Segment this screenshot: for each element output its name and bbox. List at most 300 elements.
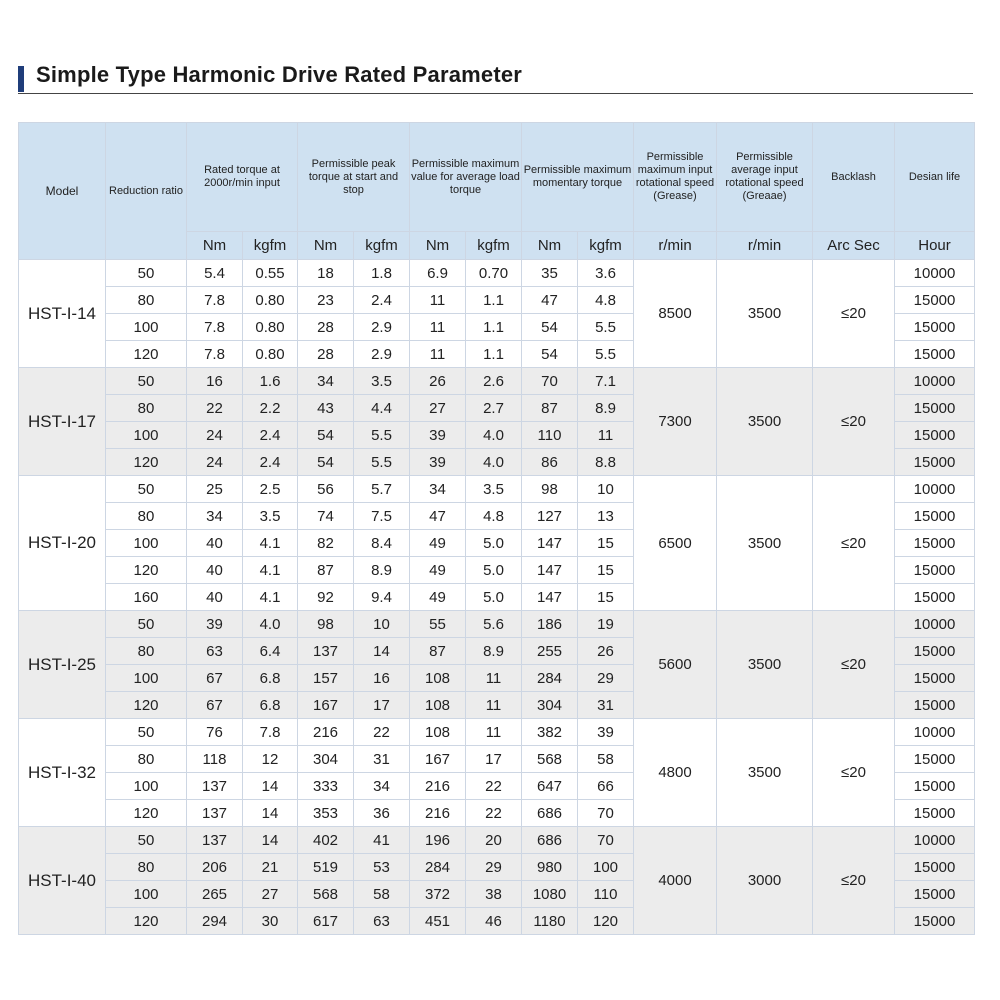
peak-torque-nm-cell: 216 [298,719,354,746]
avg-load-kgfm-cell: 4.0 [466,449,522,476]
peak-torque-kgfm-cell: 36 [354,800,410,827]
peak-torque-kgfm-cell: 17 [354,692,410,719]
momentary-nm-cell: 186 [522,611,578,638]
momentary-kgfm-cell: 29 [578,665,634,692]
model-cell: HST-I-20 [19,476,106,611]
design-life-cell: 10000 [895,476,975,503]
momentary-kgfm-cell: 70 [578,800,634,827]
peak-torque-kgfm-cell: 2.4 [354,287,410,314]
rated-torque-kgfm-cell: 14 [243,800,298,827]
unit-kgfm: kgfm [354,232,410,260]
peak-torque-kgfm-cell: 1.8 [354,260,410,287]
momentary-kgfm-cell: 26 [578,638,634,665]
rated-torque-kgfm-cell: 3.5 [243,503,298,530]
header-max-input-speed: Permissible maximum input rotational speed (Grease) [634,123,717,232]
header-average-input-speed: Permissible average input rotational speed (Greaae) [717,123,813,232]
avg-load-kgfm-cell: 1.1 [466,287,522,314]
rated-torque-kgfm-cell: 7.8 [243,719,298,746]
momentary-nm-cell: 86 [522,449,578,476]
design-life-cell: 15000 [895,665,975,692]
momentary-nm-cell: 87 [522,395,578,422]
header-design-life: Desian life [895,123,975,232]
peak-torque-nm-cell: 82 [298,530,354,557]
design-life-cell: 15000 [895,503,975,530]
momentary-kgfm-cell: 8.8 [578,449,634,476]
rated-torque-nm-cell: 22 [187,395,243,422]
model-cell: HST-I-14 [19,260,106,368]
unit-nm: Nm [522,232,578,260]
avg-load-kgfm-cell: 2.7 [466,395,522,422]
momentary-nm-cell: 110 [522,422,578,449]
avg-load-nm-cell: 26 [410,368,466,395]
avg-load-kgfm-cell: 0.70 [466,260,522,287]
avg-load-nm-cell: 167 [410,746,466,773]
rated-torque-nm-cell: 265 [187,881,243,908]
momentary-kgfm-cell: 15 [578,584,634,611]
momentary-nm-cell: 35 [522,260,578,287]
design-life-cell: 15000 [895,314,975,341]
unit-nm: Nm [298,232,354,260]
header-backlash: Backlash [813,123,895,232]
unit-r-per-min: r/min [717,232,813,260]
table-body [19,260,975,935]
backlash-cell: ≤20 [813,368,895,476]
design-life-cell: 15000 [895,584,975,611]
rated-torque-nm-cell: 5.4 [187,260,243,287]
avg-speed-cell: 3500 [717,719,813,827]
reduction-ratio-cell: 80 [106,503,187,530]
unit-nm: Nm [187,232,243,260]
rated-torque-nm-cell: 76 [187,719,243,746]
momentary-kgfm-cell: 39 [578,719,634,746]
title-accent-bar [18,66,24,92]
title-section [18,62,973,94]
backlash-cell: ≤20 [813,611,895,719]
momentary-kgfm-cell: 7.1 [578,368,634,395]
rated-torque-nm-cell: 34 [187,503,243,530]
rated-torque-kgfm-cell: 12 [243,746,298,773]
avg-load-kgfm-cell: 11 [466,665,522,692]
peak-torque-kgfm-cell: 5.5 [354,449,410,476]
peak-torque-nm-cell: 56 [298,476,354,503]
peak-torque-nm-cell: 92 [298,584,354,611]
peak-torque-kgfm-cell: 53 [354,854,410,881]
momentary-nm-cell: 147 [522,557,578,584]
reduction-ratio-cell: 50 [106,719,187,746]
avg-load-kgfm-cell: 1.1 [466,314,522,341]
avg-load-nm-cell: 49 [410,557,466,584]
peak-torque-kgfm-cell: 41 [354,827,410,854]
rated-torque-kgfm-cell: 0.55 [243,260,298,287]
rated-torque-nm-cell: 118 [187,746,243,773]
header-rated-torque: Rated torque at 2000r/min input [187,123,298,232]
peak-torque-kgfm-cell: 9.4 [354,584,410,611]
momentary-nm-cell: 54 [522,341,578,368]
rated-torque-kgfm-cell: 2.4 [243,422,298,449]
rated-torque-nm-cell: 67 [187,692,243,719]
max-speed-cell: 8500 [634,260,717,368]
momentary-kgfm-cell: 19 [578,611,634,638]
rated-torque-nm-cell: 137 [187,827,243,854]
peak-torque-nm-cell: 28 [298,314,354,341]
rated-torque-nm-cell: 7.8 [187,341,243,368]
avg-load-nm-cell: 49 [410,584,466,611]
design-life-cell: 15000 [895,800,975,827]
reduction-ratio-cell: 80 [106,395,187,422]
momentary-kgfm-cell: 8.9 [578,395,634,422]
momentary-kgfm-cell: 110 [578,881,634,908]
peak-torque-kgfm-cell: 2.9 [354,341,410,368]
header-reduction-ratio: Reduction ratio [106,123,187,260]
table-row [19,476,975,503]
rated-torque-nm-cell: 294 [187,908,243,935]
avg-load-kgfm-cell: 8.9 [466,638,522,665]
design-life-cell: 15000 [895,881,975,908]
header-model: Model [19,123,106,260]
reduction-ratio-cell: 120 [106,908,187,935]
peak-torque-nm-cell: 519 [298,854,354,881]
title-divider [18,93,973,94]
peak-torque-nm-cell: 617 [298,908,354,935]
rated-torque-kgfm-cell: 27 [243,881,298,908]
momentary-nm-cell: 382 [522,719,578,746]
avg-speed-cell: 3500 [717,611,813,719]
avg-speed-cell: 3500 [717,476,813,611]
unit-hour: Hour [895,232,975,260]
avg-speed-cell: 3500 [717,368,813,476]
design-life-cell: 15000 [895,638,975,665]
avg-load-nm-cell: 284 [410,854,466,881]
avg-load-nm-cell: 216 [410,800,466,827]
momentary-kgfm-cell: 13 [578,503,634,530]
peak-torque-nm-cell: 353 [298,800,354,827]
design-life-cell: 15000 [895,422,975,449]
peak-torque-kgfm-cell: 5.7 [354,476,410,503]
reduction-ratio-cell: 120 [106,449,187,476]
momentary-nm-cell: 255 [522,638,578,665]
rated-torque-kgfm-cell: 0.80 [243,341,298,368]
avg-load-nm-cell: 47 [410,503,466,530]
momentary-kgfm-cell: 15 [578,530,634,557]
avg-load-nm-cell: 55 [410,611,466,638]
max-speed-cell: 4000 [634,827,717,935]
header-row [19,123,975,232]
reduction-ratio-cell: 50 [106,260,187,287]
rated-torque-kgfm-cell: 2.4 [243,449,298,476]
model-cell: HST-I-17 [19,368,106,476]
rated-torque-kgfm-cell: 2.5 [243,476,298,503]
momentary-nm-cell: 304 [522,692,578,719]
rated-torque-nm-cell: 40 [187,557,243,584]
unit-r-per-min: r/min [634,232,717,260]
peak-torque-nm-cell: 74 [298,503,354,530]
rated-torque-nm-cell: 137 [187,773,243,800]
avg-load-nm-cell: 11 [410,314,466,341]
peak-torque-kgfm-cell: 16 [354,665,410,692]
avg-load-kgfm-cell: 38 [466,881,522,908]
momentary-kgfm-cell: 10 [578,476,634,503]
reduction-ratio-cell: 100 [106,530,187,557]
peak-torque-kgfm-cell: 10 [354,611,410,638]
design-life-cell: 15000 [895,557,975,584]
peak-torque-kgfm-cell: 5.5 [354,422,410,449]
design-life-cell: 15000 [895,773,975,800]
momentary-nm-cell: 1180 [522,908,578,935]
backlash-cell: ≤20 [813,260,895,368]
avg-load-kgfm-cell: 11 [466,719,522,746]
reduction-ratio-cell: 100 [106,422,187,449]
peak-torque-kgfm-cell: 63 [354,908,410,935]
reduction-ratio-cell: 50 [106,827,187,854]
avg-load-nm-cell: 11 [410,287,466,314]
rated-torque-nm-cell: 63 [187,638,243,665]
momentary-kgfm-cell: 120 [578,908,634,935]
rated-torque-kgfm-cell: 14 [243,773,298,800]
avg-load-kgfm-cell: 17 [466,746,522,773]
peak-torque-kgfm-cell: 22 [354,719,410,746]
unit-nm: Nm [410,232,466,260]
momentary-nm-cell: 647 [522,773,578,800]
peak-torque-kgfm-cell: 2.9 [354,314,410,341]
design-life-cell: 15000 [895,287,975,314]
peak-torque-nm-cell: 54 [298,449,354,476]
unit-kgfm: kgfm [466,232,522,260]
reduction-ratio-cell: 50 [106,611,187,638]
avg-speed-cell: 3000 [717,827,813,935]
peak-torque-nm-cell: 54 [298,422,354,449]
reduction-ratio-cell: 160 [106,584,187,611]
rated-torque-nm-cell: 24 [187,422,243,449]
momentary-nm-cell: 1080 [522,881,578,908]
reduction-ratio-cell: 100 [106,314,187,341]
momentary-nm-cell: 686 [522,800,578,827]
avg-load-nm-cell: 11 [410,341,466,368]
peak-torque-nm-cell: 28 [298,341,354,368]
peak-torque-nm-cell: 87 [298,557,354,584]
avg-load-kgfm-cell: 4.0 [466,422,522,449]
avg-load-kgfm-cell: 22 [466,800,522,827]
avg-load-nm-cell: 108 [410,692,466,719]
rated-torque-kgfm-cell: 4.1 [243,530,298,557]
avg-load-kgfm-cell: 2.6 [466,368,522,395]
momentary-nm-cell: 284 [522,665,578,692]
avg-load-nm-cell: 27 [410,395,466,422]
backlash-cell: ≤20 [813,719,895,827]
avg-load-kgfm-cell: 22 [466,773,522,800]
model-cell: HST-I-25 [19,611,106,719]
avg-load-nm-cell: 6.9 [410,260,466,287]
header-average-load-torque: Permissible maximum value for average load torque [410,123,522,232]
design-life-cell: 15000 [895,395,975,422]
max-speed-cell: 5600 [634,611,717,719]
rated-torque-kgfm-cell: 0.80 [243,287,298,314]
max-speed-cell: 6500 [634,476,717,611]
momentary-nm-cell: 70 [522,368,578,395]
momentary-kgfm-cell: 31 [578,692,634,719]
avg-load-kgfm-cell: 29 [466,854,522,881]
avg-speed-cell: 3500 [717,260,813,368]
rated-torque-kgfm-cell: 1.6 [243,368,298,395]
peak-torque-kgfm-cell: 7.5 [354,503,410,530]
peak-torque-kgfm-cell: 14 [354,638,410,665]
reduction-ratio-cell: 80 [106,287,187,314]
avg-load-kgfm-cell: 20 [466,827,522,854]
rated-torque-nm-cell: 206 [187,854,243,881]
max-speed-cell: 7300 [634,368,717,476]
rated-torque-nm-cell: 7.8 [187,287,243,314]
avg-load-nm-cell: 451 [410,908,466,935]
peak-torque-kgfm-cell: 31 [354,746,410,773]
rated-torque-kgfm-cell: 6.8 [243,692,298,719]
reduction-ratio-cell: 100 [106,773,187,800]
rated-torque-nm-cell: 39 [187,611,243,638]
momentary-nm-cell: 686 [522,827,578,854]
rated-torque-nm-cell: 24 [187,449,243,476]
design-life-cell: 15000 [895,449,975,476]
peak-torque-nm-cell: 23 [298,287,354,314]
avg-load-kgfm-cell: 5.0 [466,557,522,584]
table-row [19,719,975,746]
momentary-nm-cell: 147 [522,584,578,611]
peak-torque-kgfm-cell: 4.4 [354,395,410,422]
peak-torque-nm-cell: 304 [298,746,354,773]
momentary-kgfm-cell: 11 [578,422,634,449]
momentary-nm-cell: 568 [522,746,578,773]
reduction-ratio-cell: 120 [106,800,187,827]
avg-load-kgfm-cell: 5.0 [466,530,522,557]
reduction-ratio-cell: 120 [106,341,187,368]
unit-arc-sec: Arc Sec [813,232,895,260]
reduction-ratio-cell: 50 [106,476,187,503]
momentary-kgfm-cell: 3.6 [578,260,634,287]
peak-torque-nm-cell: 43 [298,395,354,422]
rated-torque-nm-cell: 25 [187,476,243,503]
rated-torque-kgfm-cell: 6.8 [243,665,298,692]
reduction-ratio-cell: 100 [106,881,187,908]
peak-torque-nm-cell: 98 [298,611,354,638]
momentary-nm-cell: 98 [522,476,578,503]
page-title: Simple Type Harmonic Drive Rated Parameter [36,62,523,87]
design-life-cell: 10000 [895,827,975,854]
unit-kgfm: kgfm [578,232,634,260]
model-cell: HST-I-40 [19,827,106,935]
avg-load-kgfm-cell: 5.6 [466,611,522,638]
reduction-ratio-cell: 80 [106,854,187,881]
table-row [19,611,975,638]
momentary-kgfm-cell: 70 [578,827,634,854]
peak-torque-nm-cell: 402 [298,827,354,854]
peak-torque-kgfm-cell: 34 [354,773,410,800]
table-row [19,827,975,854]
rated-torque-kgfm-cell: 4.0 [243,611,298,638]
avg-load-nm-cell: 87 [410,638,466,665]
avg-load-nm-cell: 34 [410,476,466,503]
peak-torque-kgfm-cell: 3.5 [354,368,410,395]
avg-load-kgfm-cell: 1.1 [466,341,522,368]
momentary-kgfm-cell: 58 [578,746,634,773]
reduction-ratio-cell: 80 [106,746,187,773]
rated-torque-nm-cell: 16 [187,368,243,395]
momentary-kgfm-cell: 66 [578,773,634,800]
unit-kgfm: kgfm [243,232,298,260]
avg-load-nm-cell: 372 [410,881,466,908]
momentary-kgfm-cell: 4.8 [578,287,634,314]
avg-load-nm-cell: 108 [410,665,466,692]
rated-torque-kgfm-cell: 14 [243,827,298,854]
header-peak-torque: Permissible peak torque at start and stop [298,123,410,232]
avg-load-kgfm-cell: 3.5 [466,476,522,503]
momentary-nm-cell: 47 [522,287,578,314]
rated-torque-kgfm-cell: 6.4 [243,638,298,665]
peak-torque-nm-cell: 18 [298,260,354,287]
momentary-kgfm-cell: 100 [578,854,634,881]
design-life-cell: 15000 [895,692,975,719]
peak-torque-kgfm-cell: 8.4 [354,530,410,557]
table-row [19,260,975,287]
reduction-ratio-cell: 120 [106,557,187,584]
momentary-nm-cell: 54 [522,314,578,341]
rated-torque-kgfm-cell: 21 [243,854,298,881]
rated-torque-nm-cell: 137 [187,800,243,827]
rated-torque-nm-cell: 40 [187,530,243,557]
peak-torque-kgfm-cell: 8.9 [354,557,410,584]
rated-torque-kgfm-cell: 4.1 [243,584,298,611]
avg-load-kgfm-cell: 4.8 [466,503,522,530]
momentary-kgfm-cell: 5.5 [578,314,634,341]
backlash-cell: ≤20 [813,476,895,611]
momentary-nm-cell: 980 [522,854,578,881]
peak-torque-nm-cell: 167 [298,692,354,719]
table-row [19,368,975,395]
max-speed-cell: 4800 [634,719,717,827]
peak-torque-nm-cell: 568 [298,881,354,908]
rated-torque-nm-cell: 67 [187,665,243,692]
design-life-cell: 10000 [895,611,975,638]
rated-torque-nm-cell: 7.8 [187,314,243,341]
design-life-cell: 15000 [895,530,975,557]
avg-load-nm-cell: 108 [410,719,466,746]
peak-torque-kgfm-cell: 58 [354,881,410,908]
avg-load-nm-cell: 196 [410,827,466,854]
reduction-ratio-cell: 120 [106,692,187,719]
rated-torque-kgfm-cell: 2.2 [243,395,298,422]
reduction-ratio-cell: 50 [106,368,187,395]
momentary-nm-cell: 127 [522,503,578,530]
model-cell: HST-I-32 [19,719,106,827]
design-life-cell: 10000 [895,368,975,395]
avg-load-kgfm-cell: 46 [466,908,522,935]
design-life-cell: 10000 [895,260,975,287]
design-life-cell: 15000 [895,908,975,935]
backlash-cell: ≤20 [813,827,895,935]
avg-load-nm-cell: 39 [410,422,466,449]
reduction-ratio-cell: 100 [106,665,187,692]
reduction-ratio-cell: 80 [106,638,187,665]
rated-torque-kgfm-cell: 30 [243,908,298,935]
avg-load-kgfm-cell: 11 [466,692,522,719]
rated-torque-kgfm-cell: 0.80 [243,314,298,341]
design-life-cell: 15000 [895,341,975,368]
momentary-kgfm-cell: 15 [578,557,634,584]
avg-load-nm-cell: 49 [410,530,466,557]
avg-load-kgfm-cell: 5.0 [466,584,522,611]
avg-load-nm-cell: 39 [410,449,466,476]
parameter-table [18,122,975,935]
peak-torque-nm-cell: 34 [298,368,354,395]
momentary-nm-cell: 147 [522,530,578,557]
rated-torque-nm-cell: 40 [187,584,243,611]
peak-torque-nm-cell: 137 [298,638,354,665]
